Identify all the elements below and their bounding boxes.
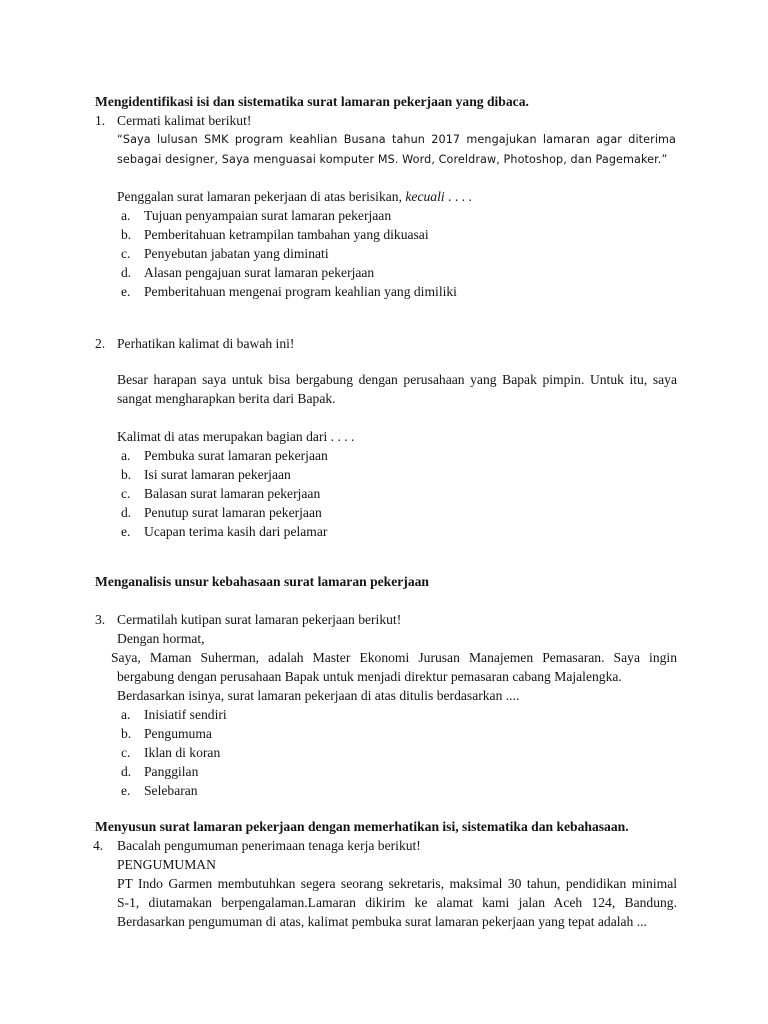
option-text: Pengumuma xyxy=(144,726,212,741)
question-4-prompt: Bacalah pengumuman penerimaan tenaga kerja berikut! xyxy=(117,838,421,853)
option-letter: a. xyxy=(121,707,131,722)
question-number-2: 2. xyxy=(95,336,106,351)
option-text: Penyebutan jabatan yang diminati xyxy=(144,246,329,261)
option-text: Alasan pengajuan surat lamaran pekerjaan xyxy=(144,265,375,280)
option-letter: c. xyxy=(121,745,131,760)
question-3-question: Berdasarkan isinya, surat lamaran pekerjaan di atas ditulis berdasarkan .... xyxy=(117,688,520,703)
question-1-prompt: Cermati kalimat berikut! xyxy=(117,113,252,128)
option-text: Iklan di koran xyxy=(144,745,221,760)
section-heading-compose: Menyusun surat lamaran pekerjaan dengan memerhatikan isi, sistematika dan kebahasaan. xyxy=(95,819,629,834)
question-3-prompt: Cermatilah kutipan surat lamaran pekerjaan berikut! xyxy=(117,612,402,627)
option-letter: e. xyxy=(121,783,131,798)
option-letter: d. xyxy=(121,265,132,280)
question-1-question-italic: kecuali xyxy=(405,189,445,204)
question-4-passage-line-1: PT Indo Garmen membutuhkan segera seorang sekretaris, maksimal 30 tahun, pendidikan minimal xyxy=(117,876,677,891)
question-1-quote-line-2: sebagai designer, Saya menguasai komputer MS. Word, Coreldraw, Photoshop, dan Pagemaker.” xyxy=(117,153,668,166)
option-letter: b. xyxy=(121,467,132,482)
option-text: Pembuka surat lamaran pekerjaan xyxy=(144,448,328,463)
question-number-4: 4. xyxy=(93,838,104,853)
option-letter: e. xyxy=(121,284,131,299)
option-letter: d. xyxy=(121,764,132,779)
option-text: Selebaran xyxy=(144,783,198,798)
question-2-passage-line-2: sangat mengharapkan berita dari Bapak. xyxy=(117,391,336,406)
option-text: Pemberitahuan ketrampilan tambahan yang dikuasai xyxy=(144,227,429,242)
option-letter: c. xyxy=(121,486,131,501)
option-text: Penutup surat lamaran pekerjaan xyxy=(144,505,322,520)
question-3-greeting: Dengan hormat, xyxy=(117,631,205,646)
question-1-question xyxy=(117,187,472,206)
question-1-question-suffix: . . . . xyxy=(448,189,472,204)
option-text: Pemberitahuan mengenai program keahlian yang dimiliki xyxy=(144,284,457,299)
option-letter: b. xyxy=(121,726,132,741)
section-heading-identify: Mengidentifikasi isi dan sistematika surat lamaran pekerjaan yang dibaca. xyxy=(95,94,529,109)
section-heading-analyze: Menganalisis unsur kebahasaan surat lamaran pekerjaan xyxy=(95,574,429,589)
option-text: Tujuan penyampaian surat lamaran pekerjaan xyxy=(144,208,392,223)
option-letter: c. xyxy=(121,246,131,261)
question-1-question-prefix: Penggalan surat lamaran pekerjaan di atas berisikan, xyxy=(117,189,402,204)
question-4-question: Berdasarkan pengumuman di atas, kalimat pembuka surat lamaran pekerjaan yang tepat adalah ... xyxy=(117,914,647,929)
question-number-3: 3. xyxy=(95,612,106,627)
option-text: Isi surat lamaran pekerjaan xyxy=(144,467,291,482)
option-text: Inisiatif sendiri xyxy=(144,707,227,722)
question-2-prompt: Perhatikan kalimat di bawah ini! xyxy=(117,336,295,351)
question-2-question: Kalimat di atas merupakan bagian dari . . . . xyxy=(117,429,355,444)
question-4-passage-line-2: S-1, diutamakan berpengalaman.Lamaran dikirim ke alamat kami jalan Aceh 124, Bandung. xyxy=(117,895,677,910)
question-1-quote-line-1: “Saya lulusan SMK program keahlian Busana tahun 2017 mengajukan lamaran agar diterima xyxy=(117,133,676,146)
question-number-1: 1. xyxy=(95,113,106,128)
option-letter: b. xyxy=(121,227,132,242)
option-text: Ucapan terima kasih dari pelamar xyxy=(144,524,328,539)
option-text: Balasan surat lamaran pekerjaan xyxy=(144,486,321,501)
option-letter: a. xyxy=(121,208,131,223)
question-3-passage-line-1: Saya, Maman Suherman, adalah Master Ekonomi Jurusan Manajemen Pemasaran. Saya ingin xyxy=(111,650,677,665)
option-letter: d. xyxy=(121,505,132,520)
question-2-passage-line-1: Besar harapan saya untuk bisa bergabung dengan perusahaan yang Bapak pimpin. Untuk itu, saya xyxy=(117,372,677,387)
option-letter: a. xyxy=(121,448,131,463)
option-text: Panggilan xyxy=(144,764,199,779)
option-letter: e. xyxy=(121,524,131,539)
question-3-passage-line-2: bergabung dengan perusahaan Bapak untuk menjadi direktur pemasaran cabang Majalengka. xyxy=(117,669,622,684)
question-4-announcement-title: PENGUMUMAN xyxy=(117,857,216,872)
